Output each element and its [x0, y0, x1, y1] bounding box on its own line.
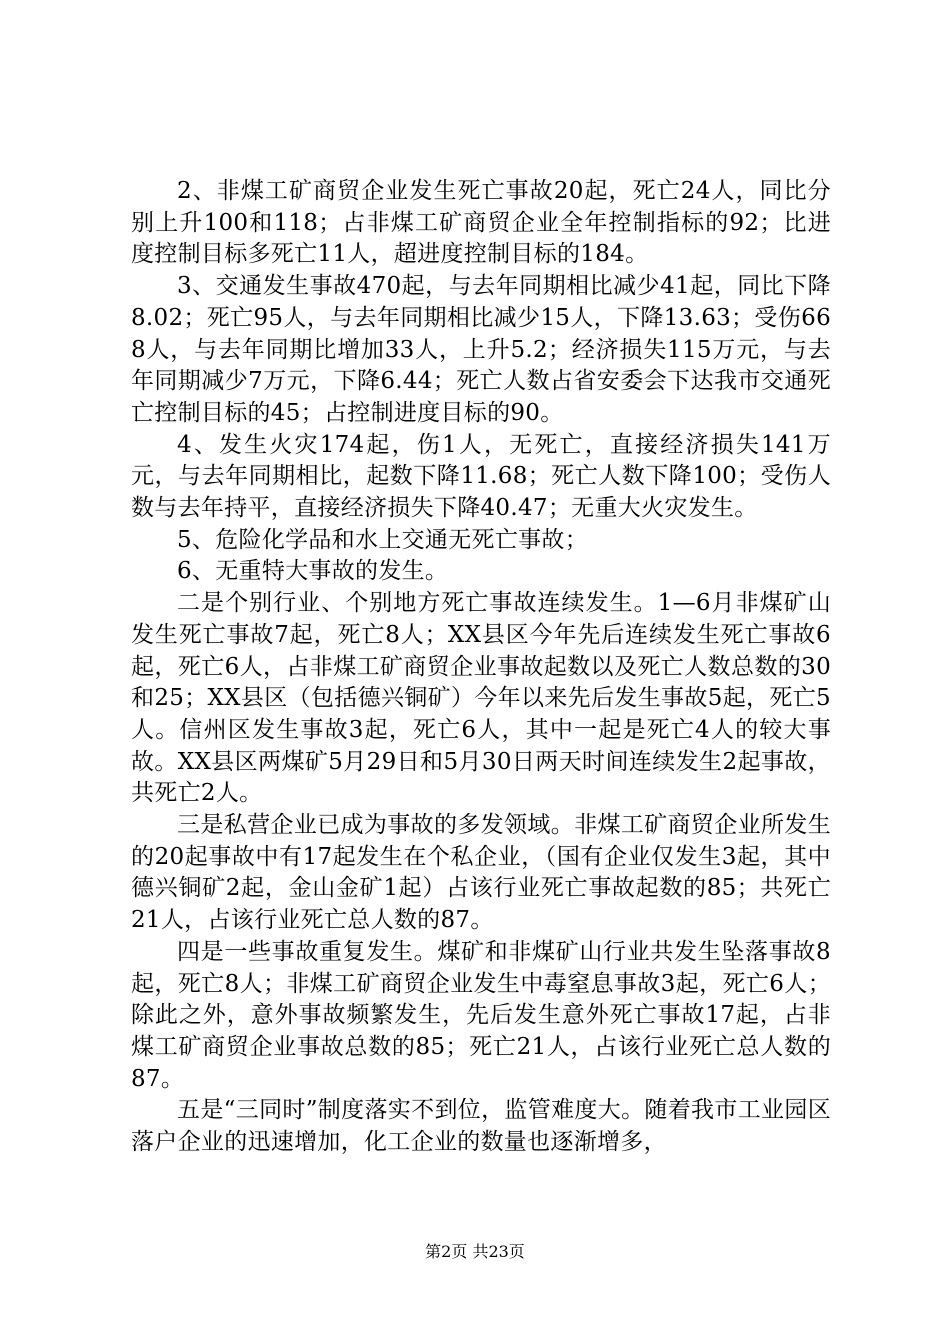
- document-body: [131, 176, 831, 1159]
- page-footer: [0, 1242, 950, 1262]
- paragraph-5: 6、无重特大事故的发生。: [177, 558, 449, 585]
- paragraph-7: 三是私营企业已成为事故的多发领域。非煤工矿商贸企业所发生的20起事故中有17起发生在个私企业，（国有企业仅发生3起，其中德兴铜矿2起，金山金矿1起）占该行业死亡事故起数的85；共死亡21人，占该行业死亡总人数的87。: [131, 812, 831, 934]
- paragraph-6: 二是个别行业、个别地方死亡事故连续发生。1—6月非煤矿山发生死亡事故7起，死亡8人；XX县区今年先后连续发生死亡事故6起，死亡6人，占非煤工矿商贸企业事故起数以及死亡人数总数的30和25；XX县区（包括德兴铜矿）今年以来先后发生事故5起，死亡5人。信州区发生事故3起，死亡6人，其中一起是死亡4人的较大事故。XX县区两煤矿5月29日和5月30日两天时间连续发生2起事故，共死亡2人。: [131, 590, 831, 807]
- paragraph-2: 3、交通发生事故470起，与去年同期相比减少41起，同比下降8.02；死亡95人，与去年同期相比减少15人，下降13.63；受伤668人，与去年同期比增加33人，上升5.2；经济损失115万元，与去年同期减少7万元，下降6.44；死亡人数占省安委会下达我市交通死亡控制目标的45；占控制进度目标的90。: [131, 273, 831, 426]
- paragraph-1: 2、非煤工矿商贸企业发生死亡事故20起，死亡24人，同比分别上升100和118；占非煤工矿商贸企业全年控制指标的92；比进度控制目标多死亡11人，超进度控制目标的184。: [131, 178, 831, 268]
- paragraph-9: 五是“三同时”制度落实不到位，监管难度大。随着我市工业园区落户企业的迅速增加，化工企业的数量也逐渐增多，: [131, 1097, 831, 1156]
- page-number: 第2页 共23页: [425, 1242, 525, 1261]
- paragraph-3: 4、发生火灾174起，伤1人，无死亡，直接经济损失141万元，与去年同期相比，起数下降11.68；死亡人数下降100；受伤人数与去年持平，直接经济损失下降40.47；无重大火灾发生。: [131, 431, 831, 522]
- paragraph-4: 5、危险化学品和水上交通无死亡事故；: [177, 526, 589, 553]
- paragraph-8: 四是一些事故重复发生。煤矿和非煤矿山行业共发生坠落事故8起，死亡8人；非煤工矿商贸企业发生中毒窒息事故3起，死亡6人；除此之外，意外事故频繁发生，先后发生意外死亡事故17起，占非煤工矿商贸企业事故总数的85；死亡21人，占该行业死亡总人数的87。: [131, 938, 831, 1092]
